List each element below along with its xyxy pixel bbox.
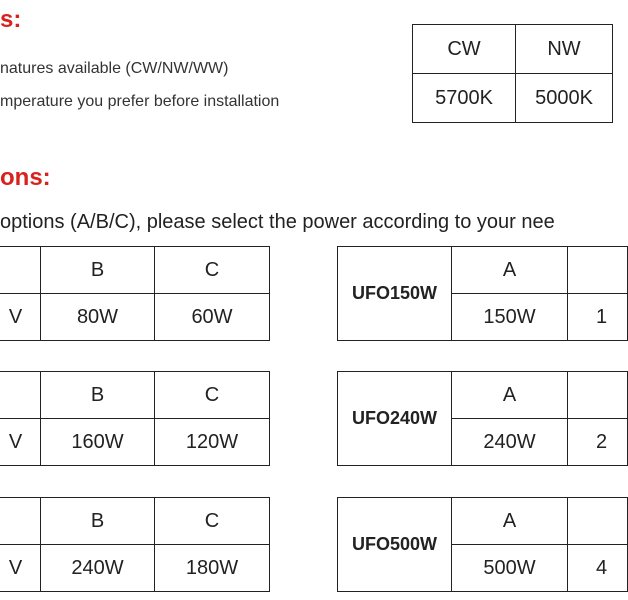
table-row bbox=[413, 25, 613, 74]
table-header-cell bbox=[568, 247, 628, 294]
table-header-cell bbox=[0, 247, 41, 294]
table-cell: 2 bbox=[568, 419, 628, 466]
table-cell: V bbox=[0, 419, 41, 466]
table-cell: 240W bbox=[41, 545, 155, 592]
table-cell: 180W bbox=[155, 545, 270, 592]
table-header-cell: C bbox=[155, 498, 270, 545]
table-cell: V bbox=[0, 545, 41, 592]
table-cell: 1 bbox=[568, 294, 628, 341]
table-row bbox=[413, 74, 613, 123]
table-row bbox=[0, 294, 270, 341]
power-options-heading: ons: bbox=[0, 164, 51, 191]
table-cell: 500W bbox=[452, 545, 568, 592]
table-header-cell: NW bbox=[516, 25, 613, 74]
color-temperature-line-2: mperature you prefer before installation bbox=[0, 93, 280, 110]
power-table-ufo240w bbox=[337, 371, 628, 466]
table-header-cell: A bbox=[452, 372, 568, 419]
color-temperature-table bbox=[412, 24, 613, 123]
model-name-cell: UFO500W bbox=[338, 498, 452, 592]
table-header-cell bbox=[568, 498, 628, 545]
table-row bbox=[0, 419, 270, 466]
table-header-cell: B bbox=[41, 498, 155, 545]
table-cell: 160W bbox=[41, 419, 155, 466]
table-row bbox=[0, 498, 270, 545]
table-row bbox=[0, 372, 270, 419]
table-cell: 80W bbox=[41, 294, 155, 341]
color-temperature-heading: s: bbox=[0, 6, 22, 33]
power-table-left-3 bbox=[0, 497, 270, 592]
table-header-cell bbox=[0, 372, 41, 419]
table-cell: 120W bbox=[155, 419, 270, 466]
table-header-cell: A bbox=[452, 498, 568, 545]
power-options-instruction: options (A/B/C), please select the power according to your nee bbox=[0, 211, 555, 233]
table-row bbox=[338, 247, 628, 294]
table-cell: 5700K bbox=[413, 74, 516, 123]
table-header-cell: C bbox=[155, 372, 270, 419]
table-row bbox=[338, 372, 628, 419]
table-header-cell bbox=[0, 498, 41, 545]
power-table-ufo150w bbox=[337, 246, 628, 341]
table-cell: 4 bbox=[568, 545, 628, 592]
power-table-left-2 bbox=[0, 371, 270, 466]
table-header-cell: B bbox=[41, 247, 155, 294]
table-cell: 60W bbox=[155, 294, 270, 341]
power-table-ufo500w bbox=[337, 497, 628, 592]
table-header-cell bbox=[568, 372, 628, 419]
model-name-cell: UFO240W bbox=[338, 372, 452, 466]
table-header-cell: C bbox=[155, 247, 270, 294]
table-cell: 240W bbox=[452, 419, 568, 466]
table-header-cell: CW bbox=[413, 25, 516, 74]
model-name-cell: UFO150W bbox=[338, 247, 452, 341]
table-header-cell: A bbox=[452, 247, 568, 294]
power-table-left-1 bbox=[0, 246, 270, 341]
color-temperature-line-1: natures available (CW/NW/WW) bbox=[0, 60, 229, 77]
table-row bbox=[0, 247, 270, 294]
table-header-cell: B bbox=[41, 372, 155, 419]
table-row bbox=[0, 545, 270, 592]
table-cell: 150W bbox=[452, 294, 568, 341]
table-row bbox=[338, 498, 628, 545]
table-cell: V bbox=[0, 294, 41, 341]
table-cell: 5000K bbox=[516, 74, 613, 123]
